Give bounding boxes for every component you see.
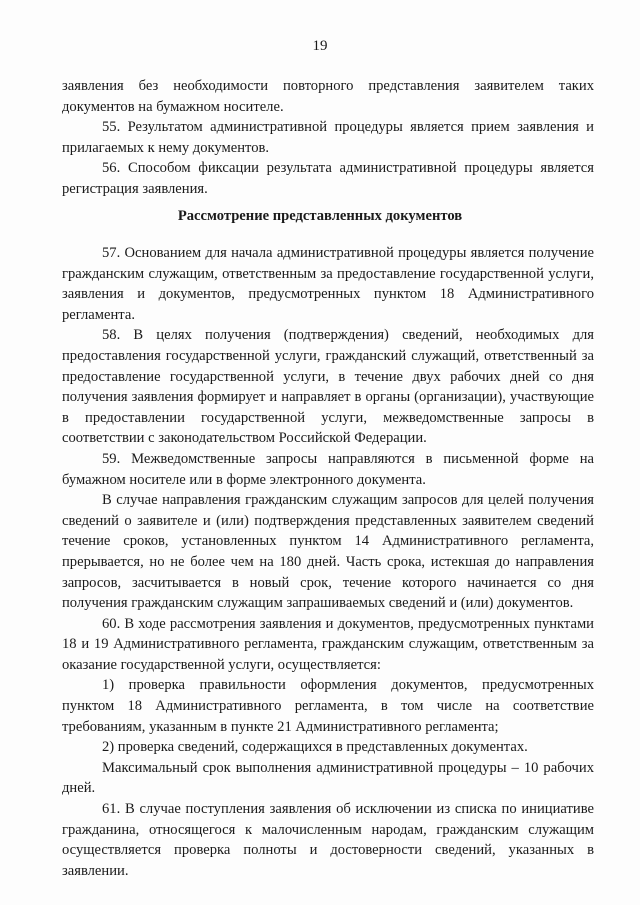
paragraph-60-item-1: 1) проверка правильности оформления документов, предусмотренных пунктом 18 Административного регламента, в том числе на соответствие требованиям, указанным в пункте 21 Административного регламента; xyxy=(62,677,594,735)
paragraph-59: 59. Межведомственные запросы направляются в письменной форме на бумажном носителе или в форме электронного документа. xyxy=(62,450,594,488)
intro-text-block xyxy=(62,76,594,200)
section-heading: Рассмотрение представленных документов xyxy=(177,208,463,224)
paragraph-continuation: заявления без необходимости повторного представления заявителем таких документов на бумажном носителе. xyxy=(62,78,594,115)
paragraph-60: 60. В ходе рассмотрения заявления и документов, предусмотренных пунктами 18 и 19 Административного регламента, гражданским служащим, ответственным за оказание государственной услуги, осуществляется: xyxy=(62,615,594,673)
paragraph-55: 55. Результатом административной процедуры является прием заявления и прилагаемых к нему документов. xyxy=(62,119,594,156)
section-text-block xyxy=(62,243,594,881)
paragraph-requests: В случае направления гражданским служащим запросов для целей получения сведений о заявителе и (или) подтверждения представленных заявителем сведений течение сроков, установленных пунктом 14 Административного регламента, прерывается, но не более чем на 180 дней. Часть срока, истекшая до направления запросов, засчитывается в новый срок, течение которого начинается со дня получения гражданским служащим запрашиваемых сведений и (или) документов. xyxy=(62,492,594,612)
paragraph-max-term: Максимальный срок выполнения административной процедуры – 10 рабочих дней. xyxy=(62,759,594,797)
paragraph-61: 61. В случае поступления заявления об исключении из списка по инициативе гражданина, относящегося к малочисленным народам, гражданским служащим осуществляется проверка полноты и достоверности сведений, указанных в заявлении. xyxy=(62,801,594,879)
paragraph-57: 57. Основанием для начала административной процедуры является получение гражданским служащим, ответственным за предоставление государственной услуги, заявления и документов, предусмотренных пунктом 18 Административного регламента. xyxy=(62,245,594,323)
paragraph-58: 58. В целях получения (подтверждения) сведений, необходимых для предоставления государственной услуги, гражданский служащий, ответственный за предоставление государственной услуги, в течение двух рабочих дней со дня получения заявления формирует и направляет в органы (организации), участвующие в предоставлении государственной услуги, межведомственные запросы в соответствии с законодательством Российской Федерации. xyxy=(62,327,594,447)
page-number: 19 xyxy=(312,38,328,54)
paragraph-60-item-2: 2) проверка сведений, содержащихся в представленных документах. xyxy=(102,739,528,756)
paragraph-56: 56. Способом фиксации результата административной процедуры является регистрация заявления. xyxy=(62,160,594,197)
